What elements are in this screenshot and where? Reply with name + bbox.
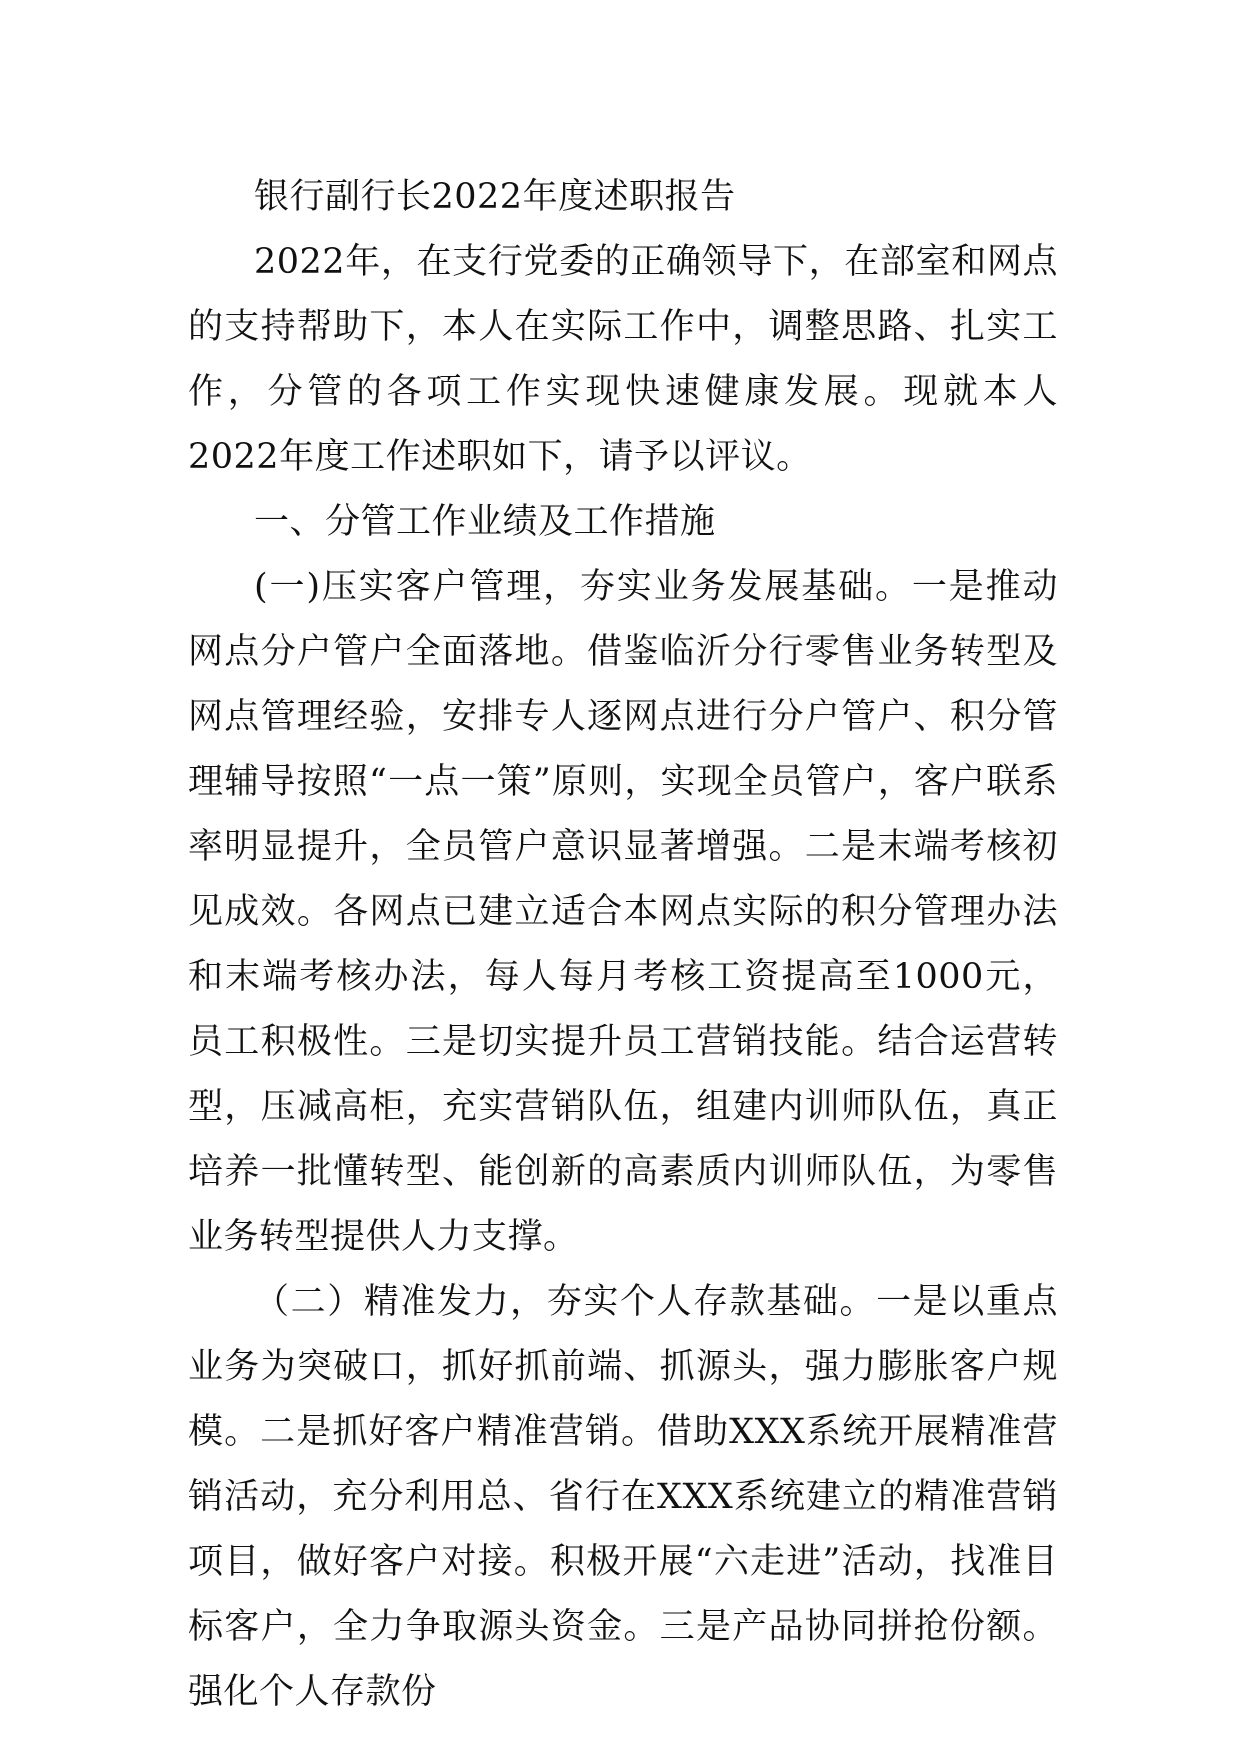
intro-paragraph: 2022年，在支行党委的正确领导下，在部室和网点的支持帮助下，本人在实际工作中，调整思路、扎实工作，分管的各项工作实现快速健康发展。现就本人2022年度工作述职如下，请予以评议。 bbox=[188, 242, 1058, 477]
section-heading: 一、分管工作业绩及工作措施 bbox=[254, 502, 716, 542]
document-title: 银行副行长2022年度述职报告 bbox=[254, 177, 736, 217]
paragraph-personal-deposits: （二）精准发力，夯实个人存款基础。一是以重点业务为突破口，抓好抓前端、抓源头，强力膨胀客户规模。二是抓好客户精准营销。借助XXX系统开展精准营销活动，充分利用总、省行在XXX系统建立的精准营销项目，做好客户对接。积极开展“六走进”活动，找准目标客户，全力争取源头资金。三是产品协同拼抢份额。强化个人存款份 bbox=[188, 1282, 1058, 1712]
paragraph-customer-management: (一)压实客户管理，夯实业务发展基础。一是推动网点分户管户全面落地。借鉴临沂分行零售业务转型及网点管理经验，安排专人逐网点进行分户管户、积分管理辅导按照“一点一策”原则，实现全员管户，客户联系率明显提升，全员管户意识显著增强。二是末端考核初见成效。各网点已建立适合本网点实际的积分管理办法和末端考核办法，每人每月考核工资提高至1000元，员工积极性。三是切实提升员工营销技能。结合运营转型，压减高柜，充实营销队伍，组建内训师队伍，真正培养一批懂转型、能创新的高素质内训师队伍，为零售业务转型提供人力支撑。 bbox=[188, 567, 1058, 1257]
document-body bbox=[188, 165, 1058, 1725]
